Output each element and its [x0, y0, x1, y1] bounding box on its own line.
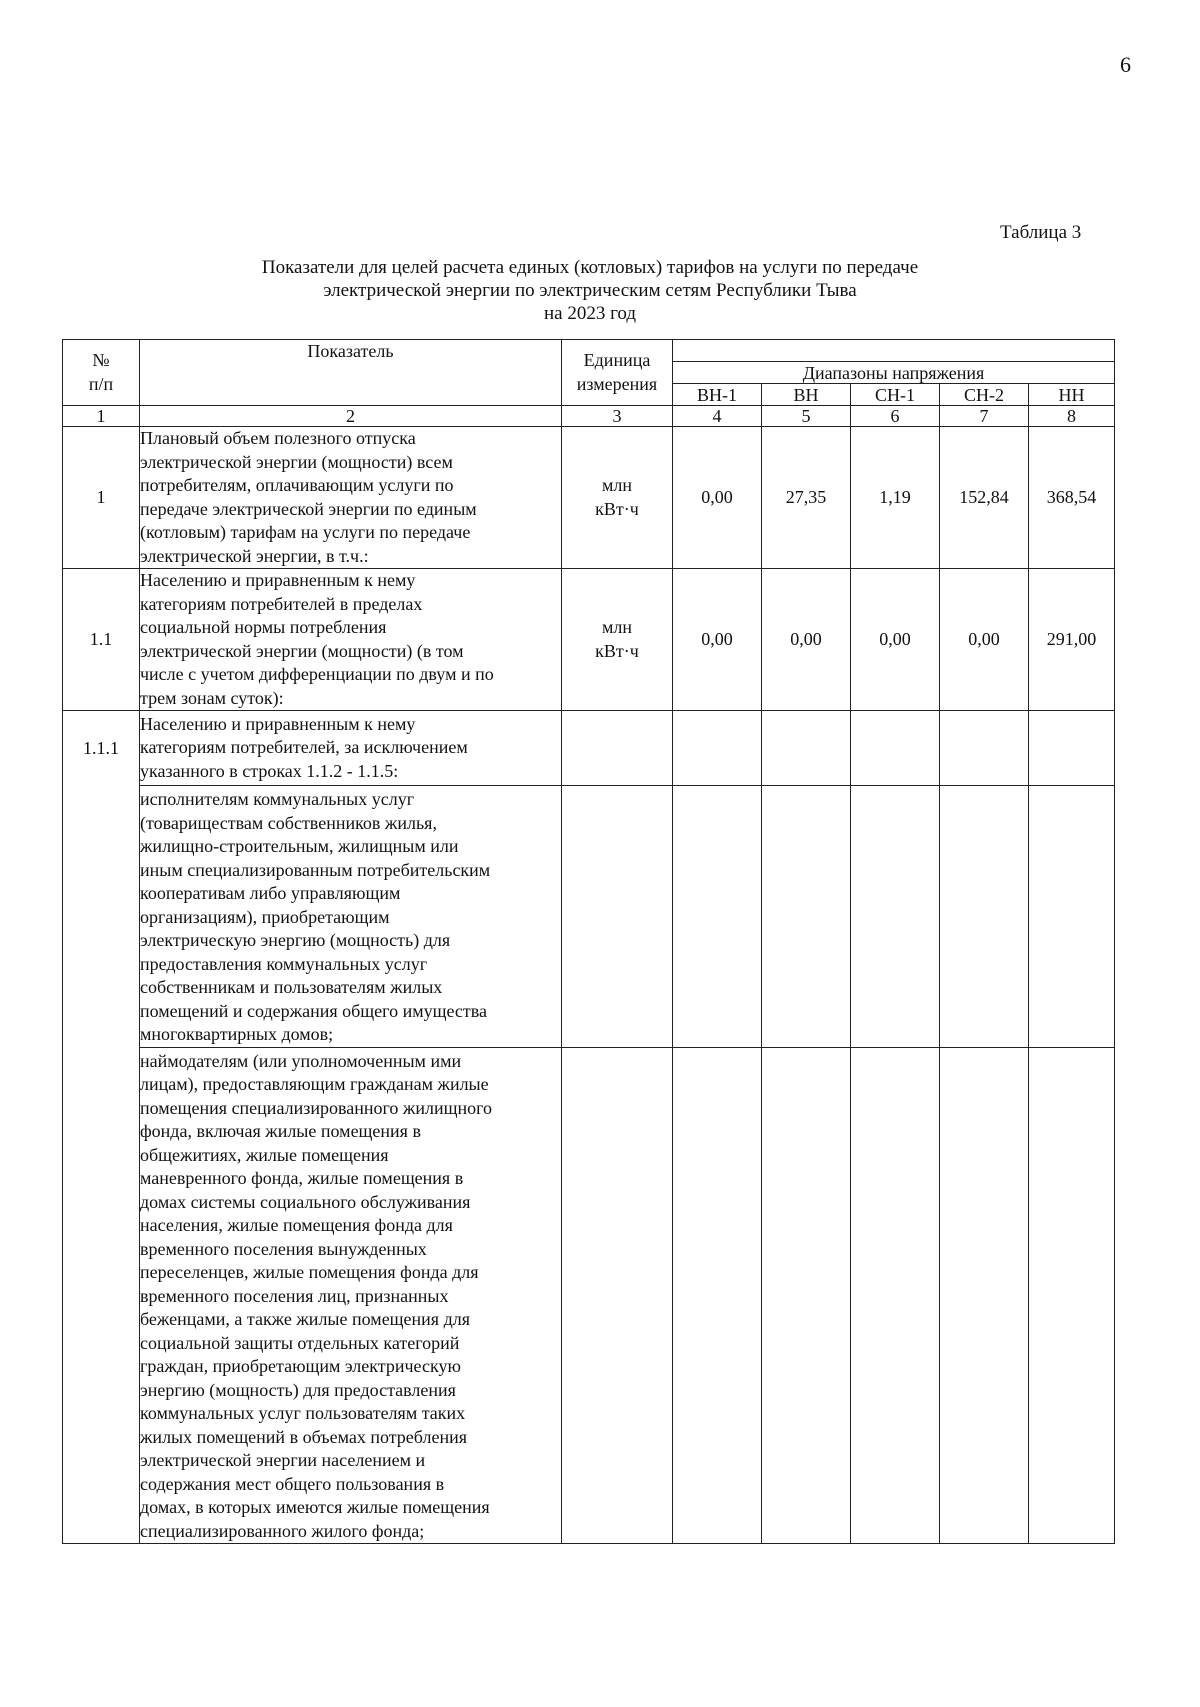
header-num-line2: п/п [88, 373, 114, 394]
value-vn [762, 1047, 851, 1544]
header-voltage-level: СН-1 [851, 384, 940, 406]
indicator-line: указанного в строках 1.1.2 - 1.1.5: [140, 760, 399, 781]
title-line: на 2023 год [543, 303, 637, 324]
value-nn: 291,00 [1029, 569, 1115, 711]
indicator-line: электрической энергии (мощности) (в том [140, 640, 464, 661]
value-nn [1029, 1047, 1115, 1544]
column-number: 4 [673, 406, 762, 427]
header-voltage-ranges: Диапазоны напряжения [673, 362, 1115, 384]
table-row [63, 569, 1115, 711]
table-row [63, 786, 1115, 1048]
row-indicator [140, 786, 562, 1048]
column-number: 5 [762, 406, 851, 427]
indicator-line: временного поселения лиц, признанных [140, 1285, 449, 1306]
value-vn1: 0,00 [673, 427, 762, 569]
indicator-line: организациям), приобретающим [140, 906, 390, 927]
indicator-line: электрической энергии, в т.ч.: [140, 545, 369, 566]
table-row [63, 1047, 1115, 1544]
indicator-line: переселенцев, жилые помещения фонда для [140, 1262, 479, 1282]
page-number: 6 [1120, 52, 1131, 77]
indicator-line: собственникам и пользователям жилых [140, 977, 443, 997]
value-sn1: 0,00 [851, 569, 940, 711]
indicator-line: лицам), предоставляющим гражданам жилые [140, 1074, 489, 1094]
value-vn [762, 711, 851, 786]
column-number: 8 [1029, 406, 1115, 427]
row-number: 1 [63, 427, 140, 569]
title-line: электрической энергии по электрическим сетям Республики Тыва [323, 280, 857, 301]
column-number: 1 [63, 406, 140, 427]
unit-line2: кВт·ч [595, 640, 639, 661]
unit-line1: млн [601, 475, 632, 495]
indicator-line: общежитиях, жилые помещения [140, 1144, 389, 1165]
value-nn: 368,54 [1029, 427, 1115, 569]
row-number [63, 786, 140, 1048]
row-unit [562, 569, 673, 711]
table-row [63, 427, 1115, 569]
value-nn [1029, 711, 1115, 786]
indicator-line: Населению и приравненным к нему [140, 570, 416, 590]
indicator-line: граждан, приобретающим электрическую [140, 1356, 461, 1376]
row-indicator [140, 569, 562, 711]
value-sn2: 0,00 [940, 569, 1029, 711]
indicator-line: энергию (мощность) для предоставления [140, 1379, 456, 1400]
indicator-line: электрическую энергию (мощность) для [140, 930, 451, 950]
header-num-line1: № [92, 350, 110, 370]
row-number [63, 1047, 140, 1544]
row-number: 1.1 [63, 569, 140, 711]
header-indicator: Показатель [140, 340, 562, 406]
column-number: 3 [562, 406, 673, 427]
header-unit-line1: Единица [583, 350, 651, 370]
indicator-line: потребителям, оплачивающим услуги по [140, 475, 454, 495]
indicator-line: исполнителям коммунальных услуг [140, 789, 415, 809]
indicator-line: многоквартирных домов; [140, 1024, 334, 1044]
indicator-line: наймодателям (или уполномоченным ими [140, 1050, 462, 1071]
indicator-line: фонда, включая жилые помещения в [140, 1121, 421, 1141]
indicator-line: (котловым) тарифам на услуги по передаче [140, 522, 471, 542]
value-vn1 [673, 1047, 762, 1544]
table-row [63, 711, 1115, 786]
row-number: 1.1.1 [63, 711, 140, 786]
indicator-line: иным специализированным потребительским [140, 859, 491, 880]
value-sn1 [851, 786, 940, 1048]
column-number: 7 [940, 406, 1029, 427]
value-sn2 [940, 1047, 1029, 1544]
indicator-line: трем зонам суток): [140, 687, 284, 708]
value-nn [1029, 786, 1115, 1048]
indicator-line: специализированного жилого фонда; [140, 1520, 425, 1541]
row-indicator [140, 1047, 562, 1544]
unit-line1: млн [601, 617, 632, 637]
column-number: 6 [851, 406, 940, 427]
indicators-table [62, 339, 1115, 1544]
header-unit-cell [562, 340, 673, 406]
indicator-line: кооперативам либо управляющим [140, 883, 401, 903]
header-voltage-level: СН-2 [940, 384, 1029, 406]
unit-line2: кВт·ч [595, 498, 639, 519]
row-indicator [140, 711, 562, 786]
column-number: 2 [140, 406, 562, 427]
indicator-line: жилищно-строительным, жилищным или [140, 836, 459, 856]
indicator-line: Населению и приравненным к нему [140, 713, 416, 734]
header-voltage-level: ВН-1 [673, 384, 762, 406]
row-unit [562, 786, 673, 1048]
row-unit [562, 427, 673, 569]
indicator-line: электрической энергии (мощности) всем [140, 451, 453, 472]
indicator-line: маневренного фонда, жилые помещения в [140, 1168, 464, 1188]
indicator-line: беженцами, а также жилые помещения для [140, 1309, 470, 1329]
header-voltage-level: НН [1029, 384, 1115, 406]
indicator-line: временного поселения вынужденных [140, 1238, 427, 1259]
indicator-line: предоставления коммунальных услуг [140, 953, 428, 974]
value-vn [762, 786, 851, 1048]
indicator-line: содержания мест общего пользования в [140, 1473, 445, 1494]
indicator-line: категориям потребителей, за исключением [140, 737, 468, 758]
row-unit [562, 1047, 673, 1544]
value-vn: 0,00 [762, 569, 851, 711]
row-indicator [140, 427, 562, 569]
value-sn2 [940, 786, 1029, 1048]
indicator-line: помещений и содержания общего имущества [140, 1000, 488, 1021]
header-blank-cell [673, 340, 1115, 362]
document-title [200, 256, 980, 325]
value-sn2: 152,84 [940, 427, 1029, 569]
value-sn2 [940, 711, 1029, 786]
value-vn1 [673, 786, 762, 1048]
indicator-line: домах, в которых имеются жилые помещения [140, 1497, 490, 1517]
indicator-line: жилых помещений в объемах потребления [140, 1426, 468, 1447]
value-sn1 [851, 711, 940, 786]
indicator-line: числе с учетом дифференциации по двум и по [140, 664, 494, 684]
indicator-line: социальной нормы потребления [140, 617, 387, 637]
value-vn1 [673, 711, 762, 786]
value-sn1: 1,19 [851, 427, 940, 569]
value-vn: 27,35 [762, 427, 851, 569]
indicator-line: социальной защиты отдельных категорий [140, 1332, 460, 1353]
header-unit-line2: измерения [576, 373, 658, 394]
header-voltage-level: ВН [762, 384, 851, 406]
indicator-line: (товариществам собственников жилья, [140, 812, 437, 833]
value-vn1: 0,00 [673, 569, 762, 711]
value-sn1 [851, 1047, 940, 1544]
indicator-line: домах системы социального обслуживания [140, 1191, 471, 1212]
table-label: Таблица 3 [1000, 222, 1082, 243]
indicator-line: электрической энергии населением и [140, 1450, 426, 1470]
row-unit [562, 711, 673, 786]
indicator-line: передаче электрической энергии по единым [140, 498, 477, 519]
indicator-line: коммунальных услуг пользователям таких [140, 1403, 466, 1423]
header-num-cell [63, 340, 140, 406]
indicator-line: категориям потребителей в пределах [140, 593, 423, 614]
title-line: Показатели для целей расчета единых (котловых) тарифов на услуги по передаче [261, 257, 919, 278]
indicator-line: населения, жилые помещения фонда для [140, 1215, 453, 1235]
indicator-line: Плановый объем полезного отпуска [140, 428, 416, 448]
indicator-line: помещения специализированного жилищного [140, 1097, 493, 1118]
